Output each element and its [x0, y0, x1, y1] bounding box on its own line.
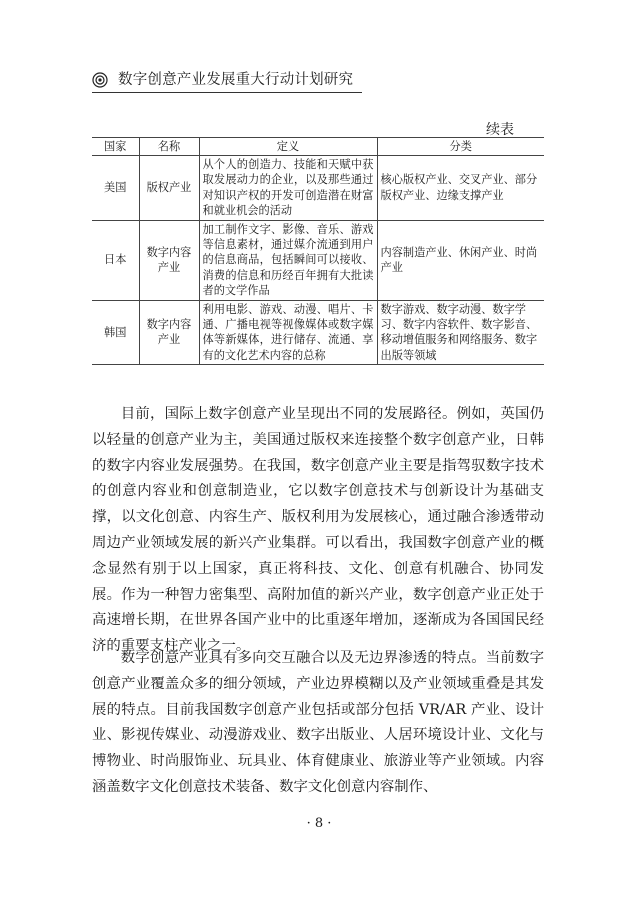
cell-country: 日本: [92, 220, 139, 300]
body-paragraph: 目前，国际上数字创意产业呈现出不同的发展路径。例如，英国仍以轻量的创意产业为主，美国通过版权来连接整个数字创意产业，日韩的数字内容业发展强势。在我国，数字创意产业主要是指驾驭数字技术的创意内容业和创意制造业，它以数字创意技术与创新设计为基础支撑，以文化创意、内容生产、版权利用为发展核心，通过融合渗透带动周边产业领域发展的新兴产业集群。可以看出，我国数字创意产业的概念显然有别于以上国家，真正将科技、文化、创意有机融合、协同发展。作为一种智力密集型、高附加值的新兴产业，数字创意产业正处于高速增长期，在世界各国产业中的比重逐年增加，逐渐成为各国国民经济的重要支柱产业之一。: [92, 406, 544, 655]
cell-categories: 核心版权产业、交叉产业、部分版权产业、边缘支撑产业: [377, 156, 544, 221]
table-caption: 续表: [486, 122, 514, 138]
target-icon: [92, 72, 108, 88]
cell-categories: 内容制造产业、休闲产业、时尚产业: [377, 220, 544, 300]
cell-name: 版权产业: [139, 156, 199, 221]
running-header: [92, 70, 362, 93]
cell-categories: 数字游戏、数字动漫、数字学习、数字内容软件、数字影音、移动增值服务和网络服务、数字出版等领域: [377, 300, 544, 365]
column-header-definition: 定义: [199, 138, 377, 156]
cell-definition: 从个人的创造力、技能和天赋中获取发展动力的企业，以及那些通过对知识产权的开发可创造潜在财富和就业机会的活动: [199, 156, 377, 221]
cell-name: 数字内容产业: [139, 220, 199, 300]
body-paragraph: 数字创意产业具有多向交互融合以及无边界渗透的特点。当前数字创意产业覆盖众多的细分领域，产业边界模糊以及产业领域重叠是其发展的特点。目前我国数字创意产业包括或部分包括 VR/AR 产业、设计业、影视传媒业、动漫游戏业、数字出版业、人居环境设计业、文化与博物业、时尚服饰业、玩具业、体育健康业、旅游业等产业领域。内容涵盖数字文化创意技术装备、数字文化创意内容制作、: [92, 650, 544, 795]
cell-definition: 利用电影、游戏、动漫、唱片、卡通、广播电视等视像媒体或数字媒体等新媒体，进行储存、流通、享有的文化艺术内容的总称: [199, 300, 377, 365]
table-row: [92, 300, 544, 365]
table-row: [92, 156, 544, 221]
cell-definition: 加工制作文字、影像、音乐、游戏等信息素材，通过媒介流通到用户的信息商品，包括瞬间可以接收、消费的信息和历经百年拥有大批读者的文学作品: [199, 220, 377, 300]
cell-country: 美国: [92, 156, 139, 221]
column-header-country: 国家: [92, 138, 139, 156]
page-number: · 8 ·: [306, 816, 332, 831]
header-title: 数字创意产业发展重大行动计划研究: [118, 72, 354, 88]
table-row: [92, 220, 544, 300]
cell-name: 数字内容产业: [139, 300, 199, 365]
industry-definition-table: [92, 137, 544, 365]
cell-country: 韩国: [92, 300, 139, 365]
column-header-categories: 分类: [377, 138, 544, 156]
table-header-row: [92, 138, 544, 156]
column-header-name: 名称: [139, 138, 199, 156]
